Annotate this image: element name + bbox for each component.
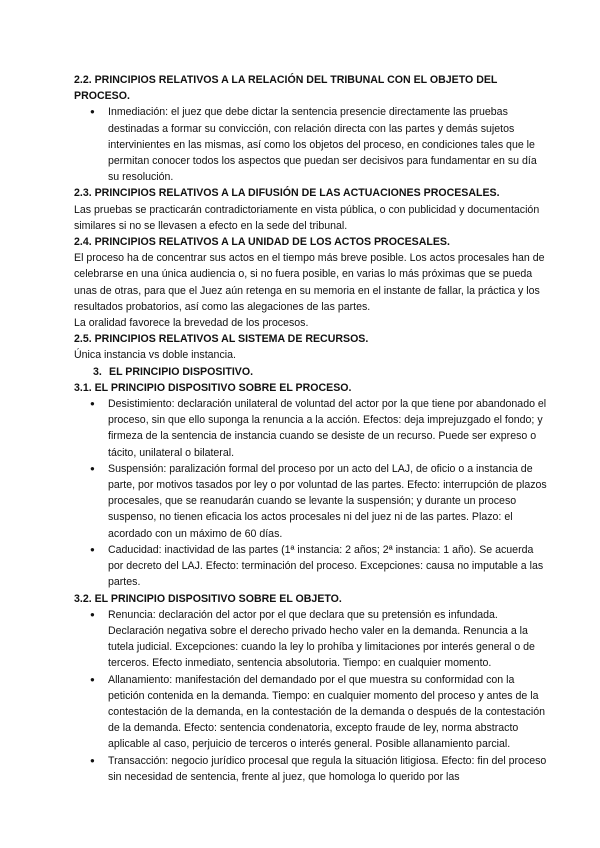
- section-heading-3-2: 3.2. EL PRINCIPIO DISPOSITIVO SOBRE EL OBJETO.: [74, 592, 342, 605]
- list-item: ● Caducidad: inactividad de las partes (1ª instancia: 2 años; 2ª instancia: 1 año). Se acuerda por decreto del LAJ. Efecto: terminación del proceso. Excepciones: causa no imputable a las partes.: [74, 542, 548, 591]
- list-item: ● Transacción: negocio jurídico procesal que regula la situación litigiosa. Efecto: fin del proceso sin necesidad de sentencia, frente al juez, que homologa lo querido por las: [74, 753, 548, 785]
- paragraph: La oralidad favorece la brevedad de los procesos.: [74, 317, 309, 330]
- paragraph: El proceso ha de concentrar sus actos en el tiempo más breve posible. Los actos procesales han de celebrarse en una única audiencia o, si no fuera posible, en varias lo más próximas que se pueda unas de otras, para que el Juez aún retenga en su memoria en el instante de fallar, la práctica y los resultados probatorios, así como las alegaciones de las partes.: [74, 252, 545, 313]
- paragraph: Las pruebas se practicarán contradictoriamente en vista pública, o con publicidad y documentación similares si no se llevasen a efecto en la sede del tribunal.: [74, 203, 540, 232]
- section-heading-3-1: 3.1. EL PRINCIPIO DISPOSITIVO SOBRE EL PROCESO.: [74, 381, 352, 394]
- list-item: ● Suspensión: paralización formal del proceso por un acto del LAJ, de oficio o a instancia de parte, por motivos tasados por ley o por voluntad de las partes. Efecto: interrupción de plazos procesales, que se reanudarán cuando se levante la suspensión; y durante un proceso suspenso, no tienen eficacia los actos procesales ni del juez ni de las partes. Plazo: el acordado con un máximo de 60 días.: [74, 461, 548, 542]
- section-title: EL PRINCIPIO DISPOSITIVO.: [109, 365, 254, 378]
- section-heading-3: [74, 364, 548, 380]
- list-item: ● Renuncia: declaración del actor por el que declara que su pretensión es infundada. Declaración negativa sobre el derecho privado hecho valer en la demanda. Renuncia a la tutela judicial. Excepciones: cuando la ley lo prohíba y limitaciones por interés general o de terceros. Efecto inmediato, sentencia absolutoria. Tiempo: en cualquier momento.: [74, 607, 548, 672]
- bullet-list-3-2: [74, 607, 548, 785]
- list-item: ● Desistimiento: declaración unilateral de voluntad del actor por la que tiene por abandonado el proceso, sin que ello suponga la renuncia a la acción. Efectos: deja imprejuzgado el fondo; y firmeza de la sentencia de instancia cuando se desiste de un recurso. Puede ser expreso o tácito, unilateral o bilateral.: [74, 396, 548, 461]
- section-heading-2-2: 2.2. PRINCIPIOS RELATIVOS A LA RELACIÓN DEL TRIBUNAL CON EL OBJETO DEL PROCESO.: [74, 74, 498, 103]
- section-number: 3.: [93, 365, 102, 378]
- list-item: ● Inmediación: el juez que debe dictar la sentencia presencie directamente las pruebas destinadas a formar su convicción, con relación directa con las partes y demás sujetos intervinientes en las mismas, así como los objetos del proceso, en condiciones tales que le permitan conocer todos los aspectos que puedan ser decisivos para fundamentar en su día su resolución.: [74, 104, 548, 185]
- section-heading-2-3: 2.3. PRINCIPIOS RELATIVOS A LA DIFUSIÓN DE LAS ACTUACIONES PROCESALES.: [74, 187, 500, 200]
- paragraph: Única instancia vs doble instancia.: [74, 349, 236, 362]
- section-heading-2-5: 2.5. PRINCIPIOS RELATIVOS AL SISTEMA DE RECURSOS.: [74, 333, 369, 346]
- section-heading-2-4: 2.4. PRINCIPIOS RELATIVOS A LA UNIDAD DE LOS ACTOS PROCESALES.: [74, 236, 450, 249]
- bullet-list-2-2: [74, 104, 548, 185]
- list-item: ● Allanamiento: manifestación del demandado por el que muestra su conformidad con la petición contenida en la demanda. Tiempo: en cualquier momento del proceso y antes de la contestación de la demanda, en la contestación de la demanda o después de la contestación de la demanda. Efecto: sentencia condenatoria, excepto fraude de ley, norma abstracto aplicable al caso, perjuicio de terceros o interés general. Posible allanamiento parcial.: [74, 672, 548, 753]
- bullet-list-3-1: [74, 396, 548, 590]
